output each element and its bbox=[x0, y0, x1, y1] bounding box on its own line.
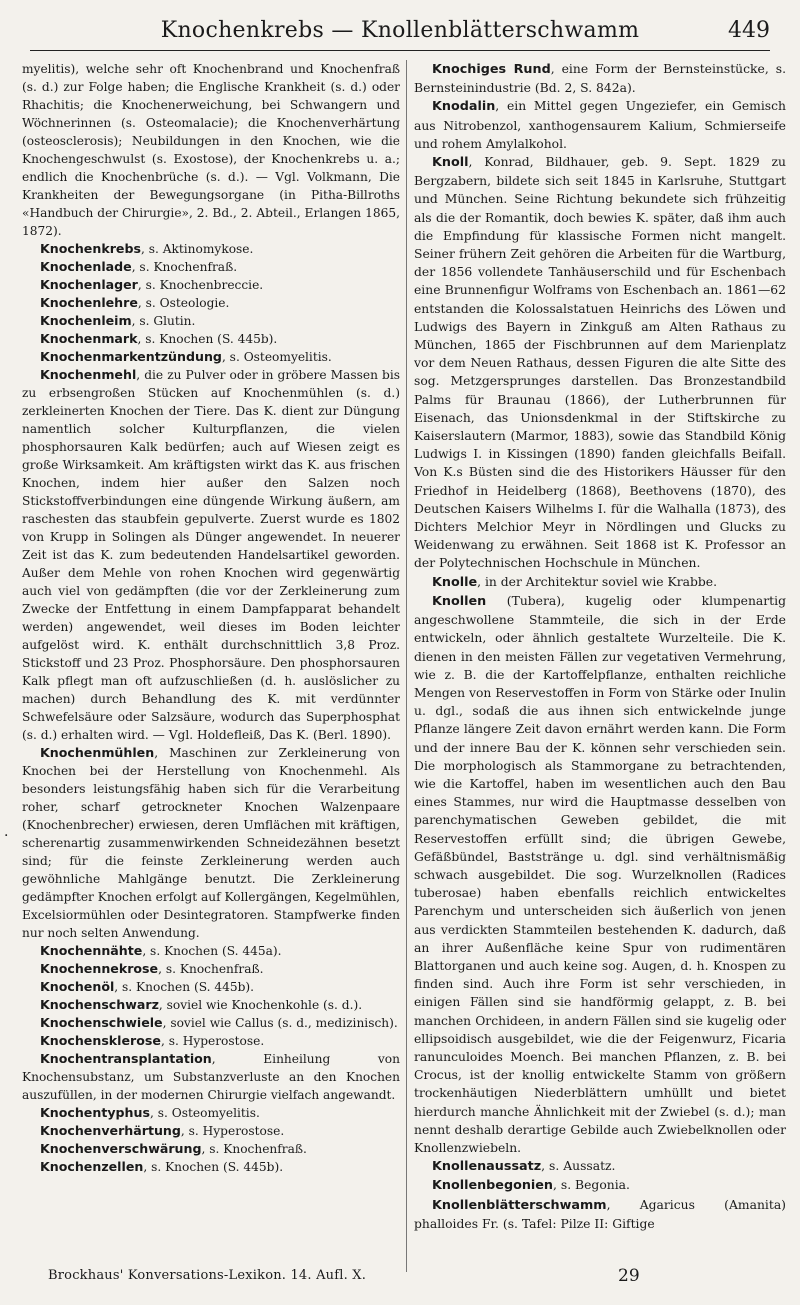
dictionary-entry bbox=[22, 744, 400, 942]
entry-text: , s. Knochen (S. 445b). bbox=[137, 332, 278, 346]
column-divider bbox=[406, 60, 407, 1272]
entry-headword: Knollenaussatz bbox=[432, 1159, 542, 1175]
dictionary-entry bbox=[22, 348, 400, 366]
entry-text: (Tubera), kugelig oder klumpenartig angeschwollene Stammteile, die sich in der Erde entwickeln, oder ähnlich gestaltete Wurzelteile. Die K. dienen in den meisten Fällen zur vegetativen Vermehrung, wie z. B. die der Kartoffelpflanze, enthalten reichliche Mengen von Reservestoffen in Form von Stärke oder Inulin u. dgl., sodaß die aus ihnen sich entwickelnde junge Pflanze längere Zeit davon ernährt werden kann. Die Form und der innere Bau der K. können sehr verschieden sein. Die morphologisch als Stammorgane zu betrachtenden, wie die Kartoffel, haben im wesentlichen auch den Bau eines Stammes, nur wird die Hauptmasse desselben von parenchymatischen Geweben gebildet, die mit Reservestoffen erfüllt sind; die übrigen Gewebe, Gefäßbündel, Baststränge u. dgl. sind verhältnismäßig schwach ausgebildet. Die sog. Wurzelknollen (Radices tuberosae) haben ebenfalls reichlich entwickeltes Parenchym und unterscheiden sich äußerlich von jenen aus verdickten Stammteilen bestehenden K. dadurch, daß an ihrer Außenfläche keine Spur von rudimentären Blattorganen und auch keine sog. Augen, d. h. Knospen zu finden sind. Auch ihre Form ist sehr verschieden, in einigen Fällen sind sie handförmig gelappt, z. B. bei manchen Orchideen, in andern Fällen sind sie kugelig oder ellipsoidisch ausgebildet, wie die der Feigenwurz, Ficaria ranunculoides Moench. Bei manchen Pflanzen, z. B. bei Crocus, ist der knollig entwickelte Stamm von größern trockenhäutigen Niederblättern umhüllt und bietet hierdurch manche Ähnlichkeit mit der Zwiebel (s. d.); man nennt deshalb derartige Gebilde auch Zwiebelknollen oder Knollenzwiebeln. bbox=[414, 593, 786, 1155]
dictionary-entry bbox=[22, 996, 400, 1014]
entry-headword: Knochentransplantation bbox=[40, 1051, 212, 1066]
entry-headword: Knochenschwarz bbox=[40, 997, 159, 1012]
entry-text: , s. Begonia. bbox=[553, 1178, 630, 1193]
entry-headword: Knochenverhärtung bbox=[40, 1123, 181, 1138]
entry-text: , Einheilung von Knochensubstanz, um Substanzverluste an den Knochen auszufüllen, in der modernen Chirurgie vielfach angewandt. bbox=[22, 1052, 400, 1102]
entry-headword: Knochenschwiele bbox=[40, 1015, 163, 1030]
entry-text: , s. Aktinomykose. bbox=[140, 242, 254, 256]
left-column bbox=[22, 60, 400, 1176]
dictionary-entry bbox=[22, 960, 400, 978]
dictionary-entry bbox=[22, 60, 400, 240]
dictionary-entry bbox=[22, 1104, 400, 1122]
margin-mark: · bbox=[4, 828, 9, 844]
entry-headword: Knochenlehre bbox=[40, 295, 138, 310]
page-title: Knochenkrebs — Knollenblätterschwamm bbox=[160, 18, 640, 43]
imprint-line: Brockhaus' Konversations-Lexikon. 14. Aufl. X. bbox=[48, 1268, 367, 1283]
entry-text: , s. Knochenbreccie. bbox=[137, 278, 264, 292]
running-header bbox=[30, 12, 770, 51]
dictionary-entry bbox=[22, 978, 400, 996]
entry-text: myelitis), welche sehr oft Knochenbrand und Knochenfraß (s. d.) zur Folge haben; die Englische Krankheit (s. d.) oder Rhachitis; die Knochenerweichung, bei Schwangern und Wöchnerinnen (s. Osteomalacie); die Knochenverhärtung (osteosclerosis); Neubildungen in den Knochen, wie die Knochengeschwulst (s. Exostose), der Knochenkrebs u. a.; endlich die Knochenbrüche (s. d.). — Vgl. Volkmann, Die Krankheiten der Bewegungsorgane (in Pitha-Billroths «Handbuch der Chirurgie», 2. Bd., 2. Abteil., Erlangen 1865, 1872). bbox=[22, 62, 400, 238]
entry-text: , s. Knochenfraß. bbox=[131, 260, 238, 274]
dictionary-entry bbox=[22, 1140, 400, 1158]
entry-headword: Knollenbegonien bbox=[432, 1178, 554, 1194]
dictionary-entry bbox=[414, 573, 786, 592]
dictionary-entry bbox=[22, 312, 400, 330]
entry-headword: Knochenzellen bbox=[40, 1159, 144, 1174]
dictionary-entry bbox=[414, 153, 786, 573]
entry-headword: Knochenkrebs bbox=[40, 241, 141, 256]
entry-headword: Knochensklerose bbox=[40, 1033, 161, 1048]
dictionary-entry bbox=[22, 276, 400, 294]
dictionary-entry bbox=[22, 366, 400, 744]
entry-text: , s. Knochenfraß. bbox=[201, 1142, 307, 1156]
entry-text: , s. Knochen (S. 445b). bbox=[114, 980, 255, 994]
entry-text: , s. Glutin. bbox=[131, 314, 196, 328]
dictionary-entry bbox=[22, 240, 400, 258]
page-footer bbox=[48, 1268, 770, 1292]
entry-headword: Knochenmühlen bbox=[40, 745, 155, 760]
entry-headword: Knochenöl bbox=[40, 979, 115, 994]
entry-headword: Knochenmark bbox=[40, 331, 138, 346]
entry-headword: Knochentyphus bbox=[40, 1105, 150, 1120]
dictionary-entry bbox=[22, 294, 400, 312]
entry-text: , eine Form der Bernsteinstücke, s. Bernsteinindustrie (Bd. 2, S. 842a). bbox=[414, 62, 787, 96]
dictionary-entry bbox=[22, 942, 400, 960]
entry-text: , in der Architektur soviel wie Krabbe. bbox=[477, 574, 718, 589]
entry-headword: Knoll bbox=[432, 155, 469, 171]
entry-text: , Maschinen zur Zerkleinerung von Knochen bei der Herstellung von Knochenmehl. Als besonders leistungsfähig haben sich für die Verarbeitung roher, scharf getrockneter Knochen Walzenpaare (Knochenbrecher) erwiesen, deren Umflächen mit kräftigen, scherenartig zusammenwirkenden Schneidezähnen besetzt sind; für die feinste Zerkleinerung werden auch gewöhnliche Mahlgänge benutzt. Die Zerkleinerung gedämpfter Knochen erfolgt auf Kollergängen, Kegelmühlen, Excelsiormühlen oder Desintegratoren. Stampfwerke finden nur noch selten Anwendung. bbox=[22, 746, 400, 940]
dictionary-entry bbox=[414, 1196, 786, 1233]
entry-text: , s. Knochen (S. 445a). bbox=[142, 944, 282, 958]
entry-headword: Knochennekrose bbox=[40, 961, 159, 976]
dictionary-entry bbox=[22, 258, 400, 276]
page-number: 449 bbox=[728, 18, 770, 43]
entry-text: , Konrad, Bildhauer, geb. 9. Sept. 1829 zu Bergzabern, bildete sich seit 1845 in Karlsruhe, Stuttgart und München. Seine Richtung bekundete sich frühzeitig als die der Romantik, doch bewies K. später, daß ihm auch die Empfindung für klassische Formen nicht mangelt. Seiner frühern Zeit gehören die Arbeiten für die Wartburg, der 1856 vollendete Tanhäuserschild und für Eschenbach eine Brunnenfigur Wolframs von Eschenbach an. 1861—62 entstanden die Kolossalstatuen Heinrichs des Löwen und Ludwigs des Bayern in Zinkguß am Alten Rathaus zu München, 1865 der Fischbrunnen auf dem Marienplatz vor dem Neuen Rathaus, dessen Figuren die alte Sitte des sog. Metzgersprunges darstellen. Das Bronzestandbild Palms für Braunau (1866), der Lutherbrunnen für Eisenach, das Unionsdenkmal in der Stiftskirche zu Kaiserslautern (Marmor, 1883), sowie das Standbild König Ludwigs I. in Kissingen (1890) fanden gleichfalls Beifall. Von K.s Büsten sind die des Historikers Häusser für den Friedhof in Heidelberg (1868), Beethovens (1870), des Deutschen Kaisers Wilhelms I. für die Walhalla (1873), des Dichters Melchior Meyr in Nördlingen und Glucks zu Weidenwang zu erwähnen. Seit 1868 ist K. Professor an der Polytechnischen Hochschule in München. bbox=[414, 155, 786, 571]
dictionary-entry bbox=[414, 60, 786, 97]
entry-headword: Knochenmehl bbox=[40, 367, 137, 382]
entry-headword: Knochiges Rund bbox=[432, 62, 551, 77]
entry-headword: Knochenleim bbox=[40, 313, 132, 328]
dictionary-entry bbox=[414, 1176, 786, 1195]
entry-headword: Knollen bbox=[432, 593, 487, 609]
entry-text: , Agaricus (Amanita) phalloides Fr. (s. Tafel: Pilze II: Giftige bbox=[414, 1197, 786, 1231]
entry-headword: Knolle bbox=[432, 574, 478, 590]
dictionary-entry bbox=[22, 1122, 400, 1140]
entry-headword: Knochenlade bbox=[40, 259, 132, 274]
entry-text: , soviel wie Callus (s. d., medizinisch). bbox=[162, 1016, 398, 1030]
dictionary-entry bbox=[414, 1157, 786, 1176]
entry-text: , ein Mittel gegen Ungeziefer, ein Gemisch aus Nitrobenzol, xanthogensaurem Kalium, Schmierseife und rohem Amylalkohol. bbox=[414, 99, 786, 151]
dictionary-entry bbox=[22, 1158, 400, 1176]
right-column bbox=[414, 60, 786, 1233]
dictionary-entry bbox=[22, 1050, 400, 1104]
entry-text: , s. Aussatz. bbox=[541, 1159, 616, 1174]
entry-text: , s. Hyperostose. bbox=[180, 1124, 285, 1138]
entry-text: , die zu Pulver oder in gröbere Massen bis zu erbsengroßen Stücken auf Knochenmühlen (s. d.) zerkleinerten Knochen der Tiere. Das K. dient zur Düngung namentlich solcher Kulturpflanzen, die vielen phosphorsauren Kalk bedürfen; auch auf Wiesen zeigt es große Wirksamkeit. Am kräftigsten wirkt das K. aus frischen Knochen, indem hier außer den Salzen noch Stickstoffverbindungen eine düngende Wirkung äußern, am raschesten das staubfein gepulverte. Zuerst wurde es 1802 von Krupp in Solingen als Dünger angewendet. In neuerer Zeit ist das K. zum bedeutenden Handelsartikel geworden. Außer dem Mehle von rohen Knochen wird gegenwärtig auch viel von gedämpften (die vor der Zerkleinerung zum Zwecke der Entfettung in einem Dampfapparat behandelt werden) angewendet, weil dieses im Boden leichter aufgelöst wird. K. enthält durchschnittlich 3,8 Proz. Stickstoff und 23 Proz. Phosphorsäure. Den phosphorsauren Kalk pflegt man oft aufzuschließen (d. h. auslöslicher zu machen) durch Behandlung des K. mit verdünnter Schwefelsäure oder Salzsäure, wodurch das Superphosphat (s. d.) erhalten wird. — Vgl. Holdefleiß, Das K. (Berl. 1890). bbox=[22, 368, 400, 742]
entry-headword: Knochennähte bbox=[40, 943, 143, 958]
dictionary-entry bbox=[22, 330, 400, 348]
entry-text: , s. Knochenfraß. bbox=[158, 962, 264, 976]
entry-text: , s. Hyperostose. bbox=[160, 1034, 265, 1048]
signature-mark: 29 bbox=[618, 1266, 640, 1286]
entry-headword: Knochenlager bbox=[40, 277, 138, 292]
entry-headword: Knollenblätterschwamm bbox=[432, 1197, 607, 1213]
dictionary-entry bbox=[414, 97, 786, 153]
entry-headword: Knochenverschwärung bbox=[40, 1141, 202, 1156]
dictionary-entry bbox=[22, 1014, 400, 1032]
entry-text: , soviel wie Knochenkohle (s. d.). bbox=[158, 998, 363, 1012]
dictionary-entry bbox=[414, 592, 786, 1157]
entry-text: , s. Osteomyelitis. bbox=[150, 1106, 260, 1120]
entry-text: , s. Osteomyelitis. bbox=[221, 350, 332, 364]
entry-headword: Knochenmarkentzündung bbox=[40, 349, 222, 364]
entry-headword: Knodalin bbox=[432, 99, 496, 115]
dictionary-entry bbox=[22, 1032, 400, 1050]
entry-text: , s. Osteologie. bbox=[137, 296, 230, 310]
entry-text: , s. Knochen (S. 445b). bbox=[143, 1160, 284, 1174]
